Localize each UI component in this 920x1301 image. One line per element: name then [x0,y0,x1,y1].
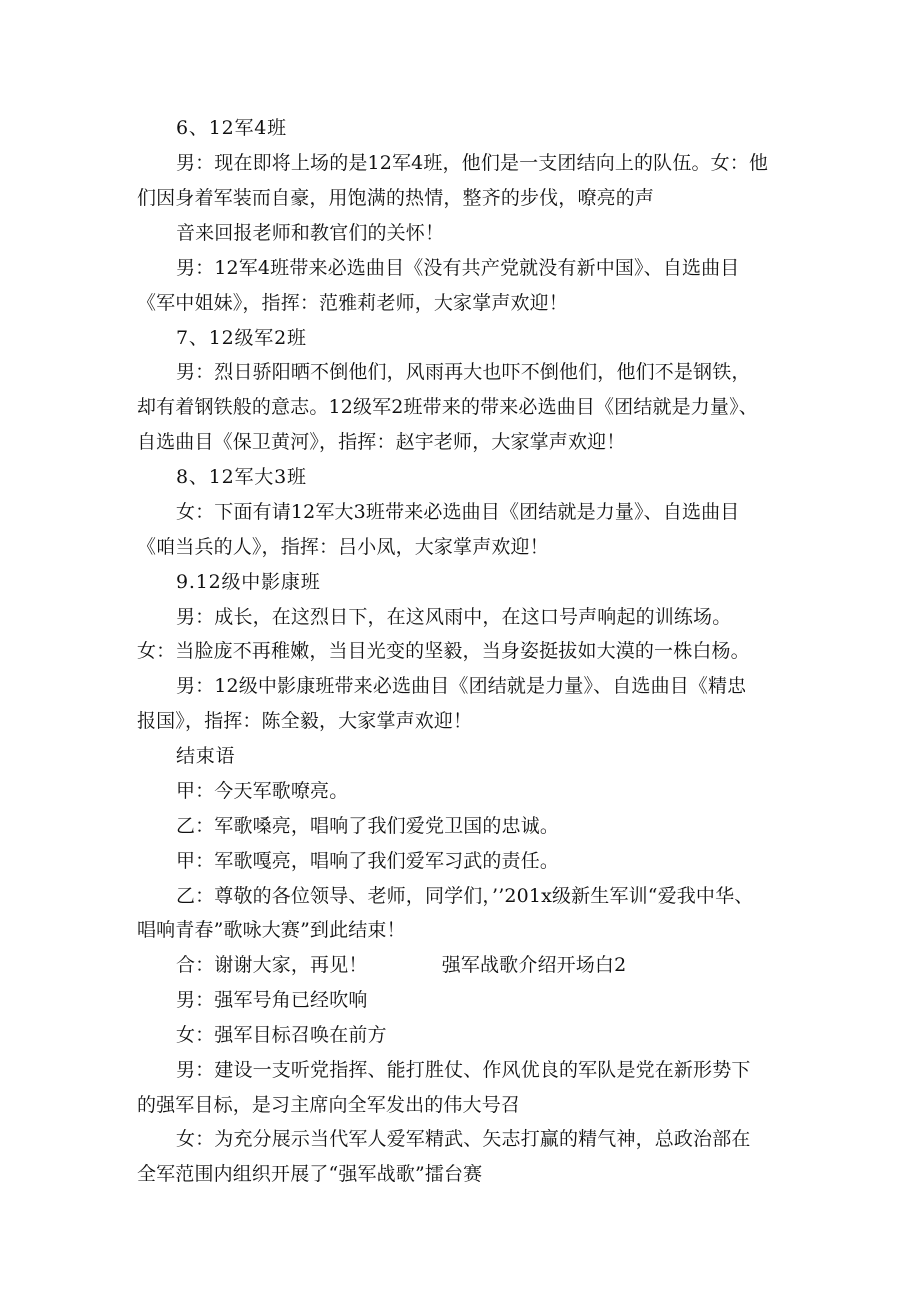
section-heading-12-level-film-class: 9.12级中影康班 [176,571,321,593]
paragraph-line: 男：现在即将上场的是12军4班，他们是一支团结向上的队伍。女：他 [176,152,769,174]
paragraph-line: 男：烈日骄阳晒不倒他们，风雨再大也吓不倒他们，他们不是钢铁， [176,361,751,383]
paragraph-line: 男：强军号角已经吹响 [176,989,368,1011]
closing-line: 合：谢谢大家，再见！ [176,954,368,976]
next-section-title: 强军战歌介绍开场白2 [441,954,627,976]
paragraph-line: 男：成长，在这烈日下，在这风雨中，在这口号声响起的训练场。 [176,606,732,628]
paragraph-line: 却有着钢铁般的意志。12级军2班带来的带来必选曲目《团结就是力量》、 [137,396,758,418]
closing-and-next-title-line [176,953,626,977]
paragraph-line: 自选曲目《保卫黄河》，指挥：赵宇老师，大家掌声欢迎！ [137,431,626,453]
paragraph-line: 乙：军歌嗓亮，唱响了我们爱党卫国的忠诚。 [176,815,560,837]
paragraph-line: 女：为充分展示当代军人爱军精武、矢志打赢的精气神，总政治部在 [176,1128,751,1150]
paragraph-line: 唱响青春”歌咏大赛”到此结束！ [137,919,406,941]
paragraph-line: 甲：军歌嘎亮，唱响了我们爱军习武的责任。 [176,850,560,872]
paragraph-line: 音来回报老师和教官们的关怀！ [176,222,445,244]
paragraph-line: 《咱当兵的人》，指挥：吕小凤，大家掌声欢迎！ [137,536,549,558]
paragraph-line: 乙：尊敬的各位领导、老师，同学们，’’201x级新生军训“爱我中华、 [176,885,754,907]
section-heading-12-army-class-4: 6、12军4班 [176,117,287,139]
paragraph-line: 男：12级中影康班带来必选曲目《团结就是力量》、自选曲目《精忠 [176,675,747,697]
paragraph-line: 女：当脸庞不再稚嫩，当目光变的坚毅，当身姿挺拔如大漠的一株白杨。 [137,640,750,662]
paragraph-line: 全军范围内组织开展了“强军战歌”擂台赛 [137,1163,483,1185]
paragraph-line: 《军中姐妹》，指挥：范雅莉老师，大家掌声欢迎！ [137,292,568,314]
paragraph-line: 女：下面有请12军大3班带来必选曲目《团结就是力量》、自选曲目 [176,501,740,523]
closing-remarks-heading: 结束语 [176,745,236,767]
paragraph-line: 男：12军4班带来必选曲目《没有共产党就没有新中国》、自选曲目 [176,257,740,279]
section-heading-12-level-army-class-2: 7、12级军2班 [176,327,307,349]
paragraph-line: 女：强军目标召唤在前方 [176,1024,387,1046]
section-heading-12-army-big-class-3: 8、12军大3班 [176,466,307,488]
paragraph-line: 报国》，指挥：陈全毅，大家掌声欢迎！ [137,710,473,732]
paragraph-line: 的强军目标，是习主席向全军发出的伟大号召 [137,1094,521,1116]
paragraph-line: 男：建设一支听党指挥、能打胜仗、作风优良的军队是党在新形势下 [176,1059,751,1081]
paragraph-line: 甲：今天军歌嘹亮。 [176,780,349,802]
paragraph-line: 们因身着军装而自豪，用饱满的热情，整齐的步伐，嘹亮的声 [137,187,655,209]
